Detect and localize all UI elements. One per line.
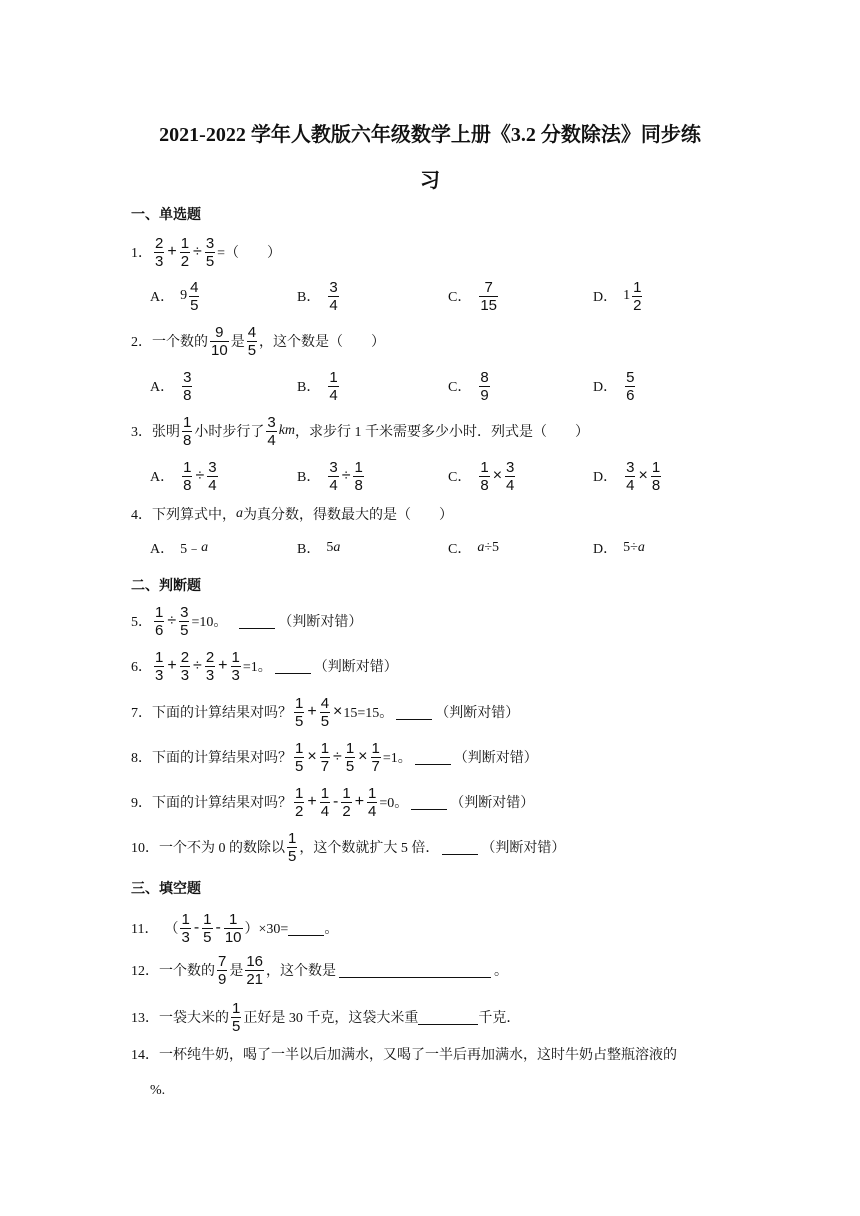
fraction: $\frac{1}{6}$ <box>155 603 164 639</box>
operator: + <box>167 657 177 674</box>
operator: - <box>193 919 200 936</box>
fraction: $\frac{1}{2}$ <box>180 234 190 270</box>
answer-blank[interactable] <box>288 921 324 936</box>
question-9: 9． 下面的计算结果对吗？ $\frac{1}{2}$ + $\frac{1}{4}$ - $\frac{1}{2}$ + $\frac{1}{4}$ =0。 （判断对错） <box>131 784 535 820</box>
fraction: $\frac{1}{4}$ <box>320 784 330 820</box>
operator: - <box>215 919 221 936</box>
answer-blank[interactable] <box>415 750 451 765</box>
option-b[interactable]: B． 5 a <box>297 540 341 557</box>
fraction: $\frac{1}{3}$ <box>155 648 164 684</box>
page-title <box>110 112 750 204</box>
fraction: $\frac{1}{5}$ <box>295 694 304 730</box>
fraction: $\frac{3}{4}$ <box>506 458 515 494</box>
question-6: 6． $\frac{1}{3}$ + $\frac{2}{3}$ ÷ $\frac{2}{3}$ + $\frac{1}{3}$ =1。 （判断对错） <box>131 648 398 684</box>
fraction: $\frac{1}{8}$ <box>183 413 192 449</box>
question-13: 13． 一袋大米的 $\frac{1}{5}$ 正好是 30 千克，这袋大米重 千克． <box>131 999 521 1035</box>
fraction: $\frac{1}{5}$ <box>295 739 304 775</box>
question-11: 11． （ $\frac{1}{3}$ - $\frac{1}{5}$ - $\frac{1}{10}$ ）×30= 。 <box>131 910 339 946</box>
option-b[interactable]: B． $\frac{3}{4}$ <box>297 278 338 314</box>
question-number: 6． <box>131 660 152 675</box>
question-tail: =（ ） <box>217 246 282 261</box>
operator: ÷ <box>333 748 342 765</box>
operator: ÷ <box>193 243 202 260</box>
operator: + <box>167 243 177 260</box>
operator: ÷ <box>195 467 205 484</box>
question-number: 8． <box>131 751 152 766</box>
fraction: $\frac{1}{2}$ <box>342 784 351 820</box>
question-number: 10． <box>131 841 159 856</box>
option-d[interactable]: D． $\frac{3}{4}$ × $\frac{1}{8}$ <box>593 458 661 494</box>
fraction: $\frac{1}{7}$ <box>371 739 380 775</box>
fraction: $\frac{2}{3}$ <box>205 648 215 684</box>
question-3: 3． 张明 $\frac{1}{8}$ 小时步行了 $\frac{3}{4}$ km ，求步行 1 千米需要多少小时．列式是（ ） <box>131 413 590 449</box>
operator: × <box>492 467 503 484</box>
title-line-1: 2021-2022 学年人教版六年级数学上册《3.2 分数除法》同步练 <box>159 124 701 146</box>
answer-blank[interactable] <box>442 840 478 855</box>
question-7: 7． 下面的计算结果对吗？ $\frac{1}{5}$ + $\frac{4}{5}$ × 15=15。 （判断对错） <box>131 694 520 730</box>
question-8: 8． 下面的计算结果对吗？ $\frac{1}{5}$ × $\frac{1}{7}$ ÷ $\frac{1}{5}$ × $\frac{1}{7}$ =1。 （判断对错） <box>131 739 538 775</box>
option-a[interactable]: A． $\frac{1}{8}$ ÷ $\frac{3}{4}$ <box>150 458 217 494</box>
operator: + <box>307 793 317 810</box>
fraction: $\frac{1}{8}$ <box>183 458 192 494</box>
operator: ÷ <box>193 657 202 674</box>
option-c[interactable]: C． $\frac{1}{8}$ × $\frac{3}{4}$ <box>448 458 515 494</box>
question-number: 13． <box>131 1011 159 1026</box>
fraction: $\frac{1}{8}$ <box>480 458 489 494</box>
fraction: $\frac{1}{3}$ <box>181 910 190 946</box>
operator: ÷ <box>341 467 351 484</box>
fraction: $\frac{7}{15}$ <box>480 278 498 314</box>
question-number: 11． <box>131 922 159 937</box>
fraction: $\frac{2}{3}$ <box>180 648 190 684</box>
answer-blank[interactable] <box>418 1010 478 1025</box>
section-heading-single-choice: 一、单选题 <box>131 208 201 223</box>
fraction: $\frac{4}{5}$ <box>320 694 330 730</box>
option-b[interactable]: B． $\frac{3}{4}$ ÷ $\frac{1}{8}$ <box>297 458 363 494</box>
question-number: 14． <box>131 1048 159 1063</box>
operator: × <box>307 748 317 765</box>
section-heading-true-false: 二、判断题 <box>131 579 201 594</box>
fraction: $\frac{4}{5}$ <box>247 323 257 359</box>
question-10: 10． 一个不为 0 的数除以 $\frac{1}{5}$ ，这个数就扩大 5 倍． （判断对错） <box>131 829 566 865</box>
fraction: $\frac{16}{21}$ <box>246 952 264 988</box>
fraction: $\frac{3}{4}$ <box>208 458 217 494</box>
question-number: 7． <box>131 706 152 721</box>
option-a[interactable]: A． 5﹣ a <box>150 540 209 557</box>
question-14: 14． 一杯纯牛奶，喝了一半以后加满水，又喝了一半后再加满水，这时牛奶占整瓶溶液的 <box>131 1034 677 1074</box>
fraction: $\frac{7}{9}$ <box>218 952 227 988</box>
option-d[interactable]: D． 1 $\frac{1}{2}$ <box>593 278 642 314</box>
question-2: 2． 一个数的 $\frac{9}{10}$ 是 $\frac{4}{5}$ ，这个数是（ ） <box>131 323 386 359</box>
question-5: 5． $\frac{1}{6}$ ÷ $\frac{3}{5}$ =10。 （判断对错） <box>131 603 363 639</box>
question-number: 5． <box>131 615 152 630</box>
question-12: 12． 一个数的 $\frac{7}{9}$ 是 $\frac{16}{21}$ ，这个数是 。 <box>131 952 509 988</box>
fraction: $\frac{2}{3}$ <box>155 234 164 270</box>
fraction: $\frac{4}{5}$ <box>190 278 199 314</box>
fraction: $\frac{1}{3}$ <box>231 648 240 684</box>
answer-blank[interactable] <box>239 614 275 629</box>
fraction: $\frac{1}{10}$ <box>224 910 242 946</box>
question-number: 3． <box>131 425 152 440</box>
question-14-continued: %. <box>150 1083 166 1098</box>
fraction: $\frac{8}{9}$ <box>480 368 489 404</box>
fraction: $\frac{9}{10}$ <box>211 323 228 359</box>
fraction: $\frac{3}{4}$ <box>329 278 338 314</box>
option-a[interactable]: A． $\frac{3}{8}$ <box>150 368 192 404</box>
question-number: 12． <box>131 964 159 979</box>
option-c[interactable]: C． $\frac{8}{9}$ <box>448 368 489 404</box>
answer-blank[interactable] <box>339 963 491 978</box>
fraction: $\frac{1}{2}$ <box>295 784 304 820</box>
operator: × <box>358 748 368 765</box>
question-4: 4． 下列算式中， a 为真分数，得数最大的是（ ） <box>131 506 453 523</box>
operator: + <box>307 703 317 720</box>
option-a[interactable]: A． 9 $\frac{4}{5}$ <box>150 278 199 314</box>
section-heading-fill-in: 三、填空题 <box>131 882 201 897</box>
fraction: $\frac{3}{4}$ <box>329 458 338 494</box>
question-number: 2． <box>131 335 152 350</box>
operator: × <box>333 703 343 720</box>
fraction: $\frac{1}{8}$ <box>651 458 661 494</box>
option-d[interactable]: D． $\frac{5}{6}$ <box>593 368 635 404</box>
option-d[interactable]: D． 5÷ a <box>593 540 645 557</box>
fraction: $\frac{1}{5}$ <box>232 999 241 1035</box>
answer-blank[interactable] <box>396 705 432 720</box>
fraction: $\frac{1}{4}$ <box>368 784 377 820</box>
operator: + <box>354 793 365 810</box>
fraction: $\frac{3}{5}$ <box>180 603 189 639</box>
answer-blank[interactable] <box>411 795 447 810</box>
question-number: 9． <box>131 796 152 811</box>
answer-blank[interactable] <box>275 659 311 674</box>
fraction: $\frac{3}{5}$ <box>205 234 215 270</box>
question-number: 4． <box>131 508 152 523</box>
question-number: 1． <box>131 246 152 261</box>
fraction: $\frac{1}{5}$ <box>203 910 212 946</box>
fraction: $\frac{1}{4}$ <box>329 368 338 404</box>
fraction: $\frac{5}{6}$ <box>626 368 635 404</box>
fraction: $\frac{1}{7}$ <box>320 739 330 775</box>
operator: ÷ <box>167 612 177 629</box>
option-b[interactable]: B． $\frac{1}{4}$ <box>297 368 338 404</box>
operator: × <box>638 467 648 484</box>
fraction: $\frac{1}{8}$ <box>354 458 363 494</box>
fraction: $\frac{3}{4}$ <box>267 413 276 449</box>
operator: + <box>218 657 228 674</box>
operator: - <box>333 793 339 810</box>
fraction: $\frac{3}{8}$ <box>183 368 192 404</box>
title-line-2: 习 <box>420 170 440 192</box>
fraction: $\frac{1}{5}$ <box>288 829 297 865</box>
fraction: $\frac{3}{4}$ <box>626 458 635 494</box>
option-c[interactable]: C． $\frac{7}{15}$ <box>448 278 498 314</box>
option-c[interactable]: C． a ÷5 <box>448 540 500 557</box>
fraction: $\frac{1}{2}$ <box>633 278 642 314</box>
question-1 <box>131 232 281 272</box>
fraction: $\frac{1}{5}$ <box>345 739 355 775</box>
